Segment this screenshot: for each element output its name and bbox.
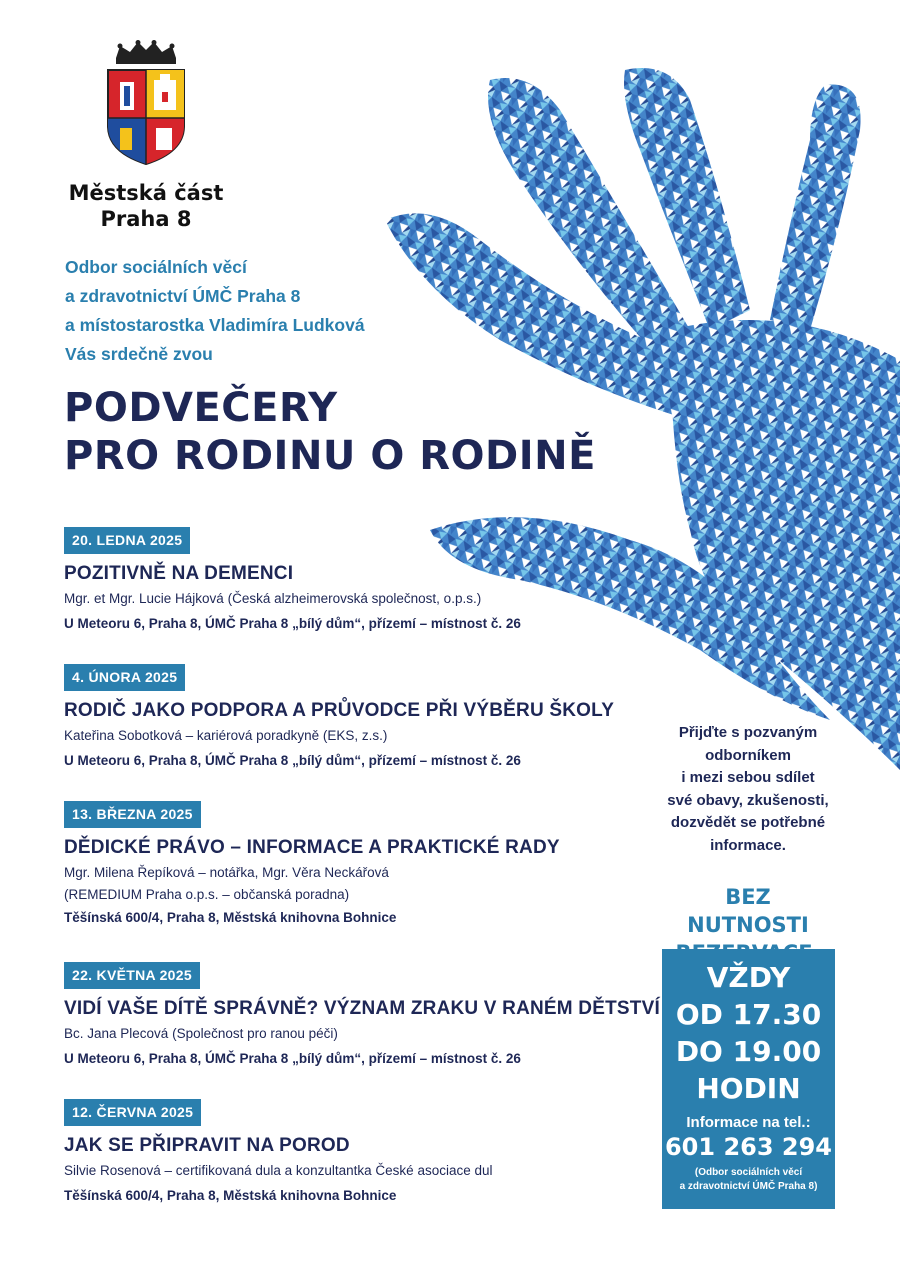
event-location: U Meteoru 6, Praha 8, ÚMČ Praha 8 „bílý dům“, přízemí – místnost č. 26: [64, 616, 521, 631]
note-line: své obavy, zkušenosti,: [667, 791, 829, 809]
event-speaker-org: (Česká alzheimerovská společnost, o.p.s.): [227, 591, 482, 606]
note-line: dozvědět se potřebné: [670, 814, 826, 831]
event-speaker: Silvie Rosenová – certifikovaná dula a konzultantka České asociace dul: [64, 1163, 493, 1178]
event-location: U Meteoru 6, Praha 8, ÚMČ Praha 8 „bílý dům“, přízemí – místnost č. 26: [64, 1051, 521, 1066]
event-title: VIDÍ VAŠE DÍTĚ SPRÁVNĚ? VÝZNAM ZRAKU V RANÉM DĚTSTVÍ: [64, 998, 660, 1019]
event-speaker-line: [64, 586, 664, 611]
event-title: JAK SE PŘIPRAVIT NA POROD: [64, 1135, 350, 1156]
title-line-1: PODVEČERY: [64, 385, 338, 431]
time-line: HODIN: [696, 1072, 801, 1105]
invitation-line: a zdravotnictví ÚMČ Praha 8: [65, 286, 301, 306]
note-line: informace.: [710, 836, 786, 854]
time-line: OD 17.30: [675, 998, 822, 1031]
contact-note-line-2: a zdravotnictví ÚMČ Praha 8): [679, 1181, 818, 1192]
note-line: Přijďte s pozvaným: [678, 724, 818, 741]
invitation-line: a místostarostka Vladimíra Ludková: [65, 315, 365, 335]
event-item: [64, 527, 664, 636]
coat-of-arms-icon: [104, 40, 188, 168]
event-location: U Meteoru 6, Praha 8, ÚMČ Praha 8 „bílý dům“, přízemí – místnost č. 26: [64, 753, 521, 768]
event-speaker-org: (REMEDIUM Praha o.p.s. – občanská poradna): [64, 887, 350, 902]
event-item: [64, 962, 664, 1071]
time-line: VŽDY: [706, 961, 791, 994]
event-speaker: Mgr. Milena Řepíková – notářka, Mgr. Věra Neckářová: [64, 865, 389, 880]
event-item: [64, 1099, 664, 1208]
contact-note-line-1: (Odbor sociálních věcí: [694, 1167, 803, 1178]
municipality-line-2: Praha 8: [100, 207, 192, 231]
event-speaker-line: [64, 1021, 664, 1046]
phone-label: Informace na tel.:: [686, 1114, 811, 1131]
event-speaker: Kateřina Sobotková – kariérová poradkyně: [64, 728, 320, 743]
municipality-line-1: Městská část: [68, 181, 224, 205]
title-line-2: PRO RODINU O RODINĚ: [64, 433, 596, 479]
event-item: [64, 664, 664, 773]
event-location: Těšínská 600/4, Praha 8, Městská knihovna Bohnice: [64, 910, 397, 925]
note-line: i mezi sebou sdílet: [681, 769, 815, 786]
contact-note: [662, 1166, 835, 1194]
event-location: Těšínská 600/4, Praha 8, Městská knihovna Bohnice: [64, 1188, 397, 1203]
event-title: DĚDICKÉ PRÁVO – INFORMACE A PRAKTICKÉ RADY: [64, 837, 560, 858]
event-date-badge: 12. ČERVNA 2025: [64, 1099, 201, 1126]
event-speaker: Bc. Jana Plecová: [64, 1026, 169, 1041]
invitation-line: Vás srdečně zvou: [65, 344, 213, 364]
event-date-badge: 22. KVĚTNA 2025: [64, 962, 200, 989]
event-speaker-org: (EKS, z.s.): [322, 728, 388, 743]
event-date-badge: 4. ÚNORA 2025: [64, 664, 185, 691]
time-line: DO 19.00: [675, 1035, 822, 1068]
event-speaker-org: (Společnost pro ranou péči): [172, 1026, 338, 1041]
no-reservation-line: BEZ NUTNOSTI: [687, 885, 809, 937]
municipality-name: [30, 180, 262, 232]
event-date-badge: 13. BŘEZNA 2025: [64, 801, 201, 828]
phone-number: 601 263 294: [664, 1133, 832, 1161]
time-info-box: [662, 949, 835, 1209]
invitation-line: Odbor sociálních věcí: [65, 257, 247, 277]
note-line: odborníkem: [705, 746, 791, 764]
page-title: [64, 384, 664, 480]
event-title: POZITIVNĚ NA DEMENCI: [64, 563, 294, 584]
event-title: RODIČ JAKO PODPORA A PRŮVODCE PŘI VÝBĚRU ŠKOLY: [64, 700, 615, 721]
event-item: [64, 801, 664, 930]
event-date-badge: 20. LEDNA 2025: [64, 527, 190, 554]
event-speaker: Mgr. et Mgr. Lucie Hájková: [64, 591, 224, 606]
event-speaker-line: [64, 723, 664, 748]
invitation-note: [662, 722, 834, 857]
